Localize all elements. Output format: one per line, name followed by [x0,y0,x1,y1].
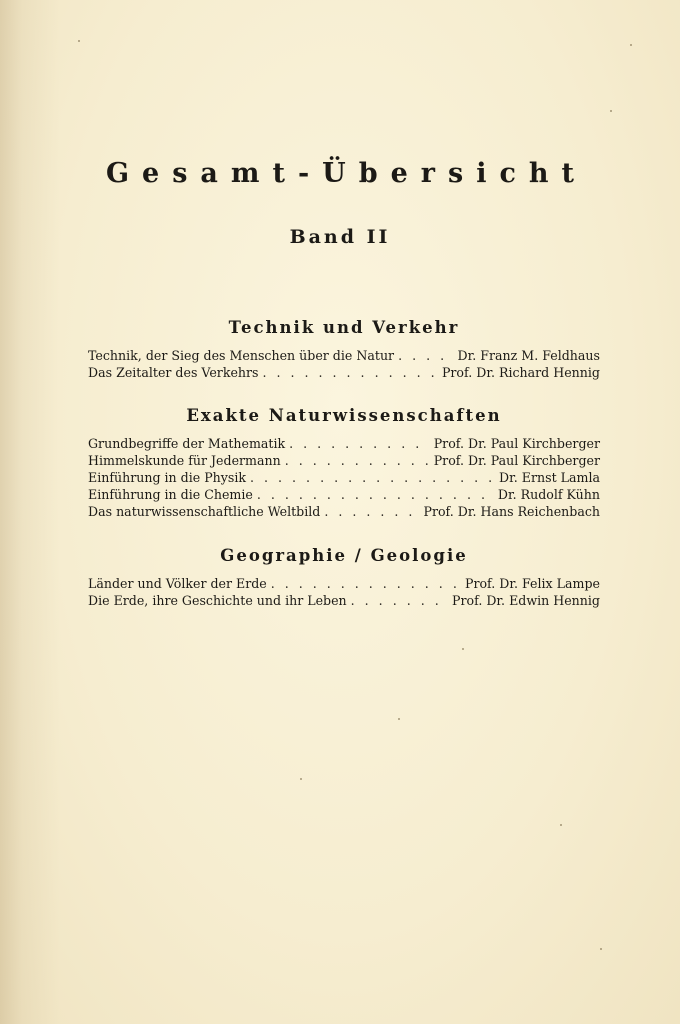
entry-title: Einführung in die Physik [88,470,247,485]
entry-author: Dr. Ernst Lamla [499,470,600,485]
entry-author: Prof. Dr. Richard Hennig [441,365,600,380]
entry-author: Prof. Dr. Paul Kirchberger [433,453,600,468]
leader-dots [263,364,438,381]
leader-dots [398,347,453,364]
toc-entry [88,486,600,503]
leader-dots [289,435,430,452]
section-geographie [88,546,600,609]
entry-author: Prof. Dr. Hans Reichenbach [423,504,600,519]
paper-speck [630,44,632,46]
section-heading: Exakte Naturwissenschaften [186,406,502,425]
toc-entry [88,503,600,520]
toc-entry [88,575,600,592]
entry-title: Das Zeitalter des Verkehrs [88,365,259,380]
leader-dots [250,469,495,486]
paper-speck [398,718,400,720]
entry-author: Prof. Dr. Paul Kirchberger [433,436,600,451]
leader-dots [324,503,419,520]
entry-author: Prof. Dr. Edwin Hennig [452,593,600,608]
entry-title: Technik, der Sieg des Menschen über die Natur [88,348,395,363]
leader-dots [271,575,461,592]
entry-title: Grundbegriffe der Mathematik [88,436,286,451]
entry-author: Dr. Rudolf Kühn [497,487,600,502]
leader-dots [351,592,448,609]
entry-title: Himmelskunde für Jedermann [88,453,281,468]
section-heading: Geographie / Geologie [220,546,468,565]
section-technik [88,318,600,381]
section-naturwissenschaften [88,406,600,520]
toc-entry [88,364,600,381]
paper-speck [300,778,302,780]
toc-entry [88,347,600,364]
page-title: Gesamt-Übersicht [105,158,587,189]
paper-speck [600,948,602,950]
entry-title: Die Erde, ihre Geschichte und ihr Leben [88,593,347,608]
paper-speck [610,110,612,112]
entry-title: Das naturwissenschaftliche Weltbild [88,504,321,519]
entry-title: Einführung in die Chemie [88,487,253,502]
section-heading: Technik und Verkehr [228,318,460,337]
leader-dots [257,486,494,503]
entry-author: Dr. Franz M. Feldhaus [457,348,600,363]
entry-author: Prof. Dr. Felix Lampe [464,576,600,591]
toc-entry [88,435,600,452]
paper-speck [462,648,464,650]
entry-title: Länder und Völker der Erde [88,576,267,591]
paper-speck [560,824,562,826]
toc-entry [88,592,600,609]
paper-speck [78,40,80,42]
leader-dots [285,452,430,469]
toc-entry [88,452,600,469]
volume-label: Band II [289,226,391,248]
toc-entry [88,469,600,486]
